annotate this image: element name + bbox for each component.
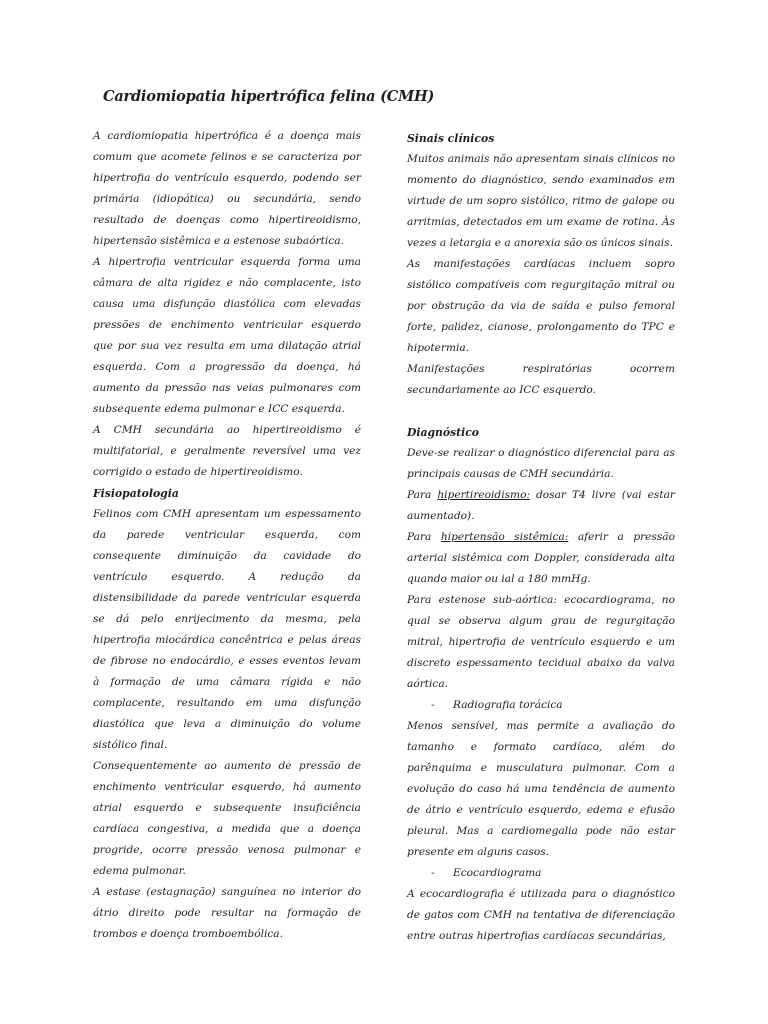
dash-bullet: - [431, 867, 435, 879]
diagnostico-estenose: Para estenose sub-aórtica: ecocardiograma, no qual se observa algum grau de regurgitação mitral, hipertrofia de ventrículo esquerdo e um discreto espessamento tecidual abaixo da valva aórtica. [407, 594, 675, 690]
left-column [93, 126, 361, 945]
fisiopatologia-paragraph: Felinos com CMH apresentam um espessamento da parede ventricular esquerda, com consequente diminuição da cavidade do ventrículo esquerdo. A redução da distensibilidade da parede ventricular esquerda se dá pelo enrijecimento da mesma, pela hipertrofia miocárdica concêntrica e pelas áreas de fibrose no endocárdio, e esses eventos levam à formação de uma câmara rígida e não complacente, resultando em uma disfunção diastólica que leva a diminuição do volume sistólico final. [93, 508, 361, 751]
ecocardiograma-paragraph: A ecocardiografia é utilizada para o diagnóstico de gatos com CMH na tentativa de diferenciação entre outras hipertrofias cardíacas secundárias, [407, 888, 675, 942]
diagnostico-heading: Diagnóstico [407, 426, 480, 439]
right-column [407, 128, 675, 947]
document-title: Cardiomiopatia hipertrófica felina (CMH) [103, 88, 435, 105]
radiografia-list-item [407, 695, 675, 716]
dash-bullet: - [431, 699, 435, 711]
radiografia-label: Radiografia torácica [453, 699, 563, 711]
hipertireoidismo-term: hipertireoidismo: [437, 489, 531, 501]
ecocardiograma-label: Ecocardiograma [453, 867, 542, 879]
diagnostico-hipertireoidismo [407, 485, 675, 527]
stasis-paragraph: A estase (estagnação) sanguínea no interior do átrio direito pode resultar na formação de trombos e doença tromboembólica. [93, 886, 361, 940]
fisiopatologia-heading: Fisiopatologia [93, 487, 179, 500]
hipertensao-term: hipertensão sistêmica: [440, 531, 569, 543]
diagnostico-paragraph-1: Deve-se realizar o diagnóstico diferencial para as principais causas de CMH secundária. [407, 447, 675, 480]
hten-prefix: Para [407, 531, 441, 543]
consequences-paragraph: Consequentemente ao aumento de pressão de enchimento ventricular esquerdo, há aumento atrial esquerdo e subsequente insuficiência cardíaca congestiva, a medida que a doença progride, ocorre pressão venosa pulmonar e edema pulmonar. [93, 760, 361, 877]
hten-rest: aferir a pressão arterial sistêmica com Doppler, considerada alta quando maior ou ial a 180 mmHg. [407, 531, 675, 585]
section-spacer [407, 401, 675, 422]
hiper-rest: dosar T4 livre (vai estar aumentado). [407, 489, 675, 522]
intro-paragraph: A cardiomiopatia hipertrófica é a doença mais comum que acomete felinos e se caracteriza por hipertrofia do ventrículo esquerdo, podendo ser primária (idiopática) ou secundária, sendo resultado de doenças como hipertireoidismo, hipertensão sistêmica e a estenose subaórtica. [93, 130, 361, 247]
sinais-paragraph-2: As manifestações cardíacas incluem sopro sistólico compatíveis com regurgitação mitral ou por obstrução da via de saída e pulso femoral forte, palidez, cianose, prolongamento do TPC e hipotermia. [407, 258, 675, 354]
sinais-paragraph-3: Manifestações respiratórias ocorrem secundariamente ao ICC esquerdo. [407, 363, 675, 396]
hypertrophy-paragraph: A hipertrofia ventricular esquerda forma uma câmara de alta rigidez e não complacente, isto causa uma disfunção diastólica com elevadas pressões de enchimento ventricular esquerdo que por sua vez resulta em uma dilatação atrial esquerda. Com a progressão da doença, há aumento da pressão nas veias pulmonares com subsequente edema pulmonar e ICC esquerda. [93, 256, 361, 415]
diagnostico-hipertensao [407, 527, 675, 590]
secondary-cmh-paragraph: A CMH secundária ao hipertireoidismo é multifatorial, e geralmente reversível uma vez corrigido o estado de hipertireoidismo. [93, 424, 361, 478]
sinais-paragraph-1: Muitos animais não apresentam sinais clínicos no momento do diagnóstico, sendo examinados em virtude de um sopro sistólico, ritmo de galope ou arritmias, detectados em um exame de rotina. Às vezes a letargia e a anorexia são os únicos sinais. [407, 153, 675, 249]
sinais-clinicos-heading: Sinais clínicos [407, 132, 495, 145]
ecocardiograma-list-item [407, 863, 675, 884]
radiografia-paragraph: Menos sensível, mas permite a avaliação do tamanho e formato cardíaco, além do parênquima e musculatura pulmonar. Com a evolução do caso há uma tendência de aumento de átrio e ventrículo esquerdo, edema e efusão pleural. Mas a cardiomegalia pode não estar presente em alguns casos. [407, 720, 675, 858]
hiper-prefix: Para [407, 489, 438, 501]
